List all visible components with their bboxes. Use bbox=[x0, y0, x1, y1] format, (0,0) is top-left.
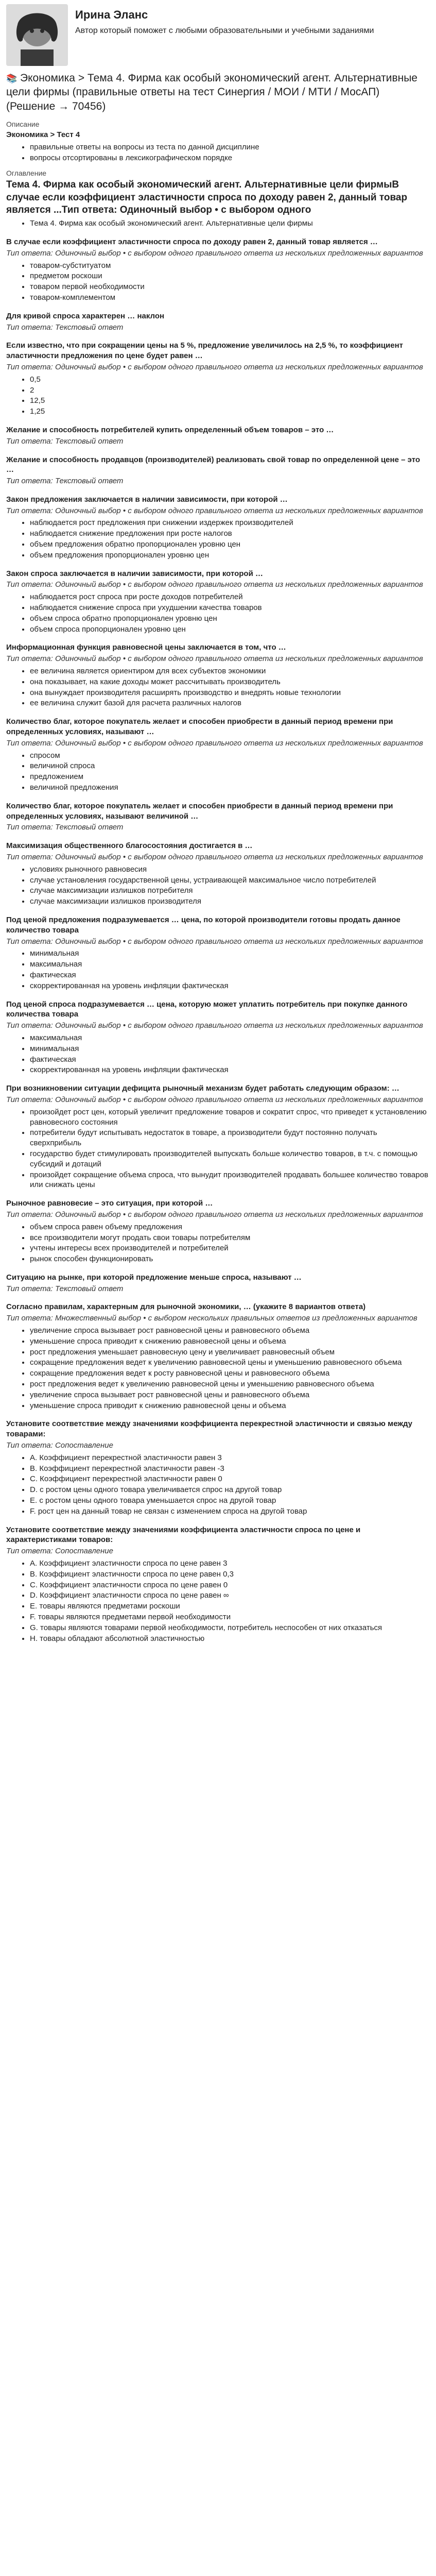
question-title: Желание и способность продавцов (производителей) реализовать свой товар по определенной цене – это … bbox=[6, 455, 421, 474]
answer-option: • предметом роскоши bbox=[30, 271, 430, 281]
answer-option: • случае максимизации излишков потребителя bbox=[30, 886, 430, 896]
question-block bbox=[6, 1419, 430, 1516]
answer-option: • спросом bbox=[30, 751, 430, 761]
avatar[interactable] bbox=[6, 4, 68, 66]
question-block bbox=[6, 425, 430, 447]
answer-option: • наблюдается рост предложения при снижении издержек производителей bbox=[30, 518, 430, 528]
answer-options bbox=[6, 518, 430, 560]
author-name[interactable]: Ирина Эланс bbox=[75, 8, 148, 21]
question-block bbox=[6, 841, 430, 907]
answer-options bbox=[6, 948, 430, 991]
answer-type: Тип ответа: Сопоставление bbox=[6, 1547, 113, 1556]
answer-option: • учтены интересы всех производителей и потребителей bbox=[30, 1243, 430, 1253]
answer-option: • условиях рыночного равновесия bbox=[30, 865, 430, 875]
toc-label: Оглавление bbox=[6, 168, 47, 177]
answer-type: Тип ответа: Текстовый ответ bbox=[6, 477, 124, 486]
question-title: Информационная функция равновесной цены заключается в том, что … bbox=[6, 643, 286, 652]
question-title: Установите соответствие между значениями коэффициента эластичности спроса по цене и характеристиками товаров: bbox=[6, 1525, 361, 1545]
description-heading: Экономика > Тест 4 bbox=[6, 130, 80, 140]
answer-option: • A. Коэффициент эластичности спроса по цене равен 3 bbox=[30, 1558, 430, 1569]
answer-type: Тип ответа: Одиночный выбор • с выбором одного правильного ответа из нескольких предложенных вариантов bbox=[6, 738, 423, 748]
question-block bbox=[6, 1525, 430, 1644]
answer-option: • 0,5 bbox=[30, 375, 430, 385]
answer-type: Тип ответа: Текстовый ответ bbox=[6, 323, 124, 332]
answer-option: • увеличение спроса вызывает рост равновесной цены и равновесного объема bbox=[30, 1326, 430, 1336]
answer-option: • потребители будут испытывать недостаток в товаре, а производители будут постоянно получать сверхприбыль bbox=[30, 1128, 430, 1148]
question-title: Установите соответствие между значениями коэффициента перекрестной эластичности и связью между товарами: bbox=[6, 1419, 413, 1439]
question-block bbox=[6, 1302, 430, 1411]
question-block bbox=[6, 495, 430, 561]
description-section bbox=[6, 120, 430, 163]
answer-type: Тип ответа: Множественный выбор • с выбором нескольких правильных ответов из предложенных вариантов bbox=[6, 1314, 417, 1323]
answer-options bbox=[6, 751, 430, 793]
page-title bbox=[6, 71, 430, 113]
answer-option: • фактическая bbox=[30, 970, 430, 980]
question-title: Закон спроса заключается в наличии зависимости, при которой … bbox=[6, 569, 263, 578]
answer-option: • объем спроса равен объему предложения bbox=[30, 1222, 430, 1232]
answer-option: • увеличение спроса вызывает рост равновесной цены и равновесного объема bbox=[30, 1390, 430, 1400]
questions-list bbox=[6, 237, 430, 1643]
answer-options bbox=[6, 1107, 430, 1190]
question-title: Под ценой спроса подразумевается … цена, которую может уплатить потребитель при покупке данного количества товара bbox=[6, 999, 408, 1019]
author-card bbox=[6, 4, 430, 66]
answer-options bbox=[6, 865, 430, 907]
answer-option: • D. с ростом цены одного товара увеличивается спрос на другой товар bbox=[30, 1485, 430, 1495]
answer-type: Тип ответа: Текстовый ответ bbox=[6, 823, 124, 832]
answer-type: Тип ответа: Одиночный выбор • с выбором одного правильного ответа из нескольких предложенных вариантов bbox=[6, 1210, 423, 1219]
answer-option: • произойдет рост цен, который увеличит предложение товаров и сократит спрос, что приведет к установлению равновесного состояния bbox=[30, 1107, 430, 1128]
answer-option: • объем предложения обратно пропорционален уровню цен bbox=[30, 539, 430, 550]
answer-option: • F. рост цен на данный товар не связан с изменением спроса на другой товар bbox=[30, 1506, 430, 1517]
answer-options bbox=[6, 1453, 430, 1517]
author-description: Автор который поможет с любыми образовательными и учебными заданиями bbox=[75, 26, 374, 36]
answer-options bbox=[6, 1558, 430, 1643]
answer-option: • уменьшение спроса приводит к снижению равновесной цены и объема bbox=[30, 1336, 430, 1347]
question-block bbox=[6, 999, 430, 1076]
toc-list bbox=[6, 218, 430, 229]
question-title: Желание и способность потребителей купить определенный объем товаров – это … bbox=[6, 425, 334, 434]
answer-option: • товаром первой необходимости bbox=[30, 282, 430, 292]
answer-option: • уменьшение спроса приводит к снижению равновесной цены и объема bbox=[30, 1401, 430, 1411]
question-title: Для кривой спроса характерен … наклон bbox=[6, 311, 165, 320]
answer-option: • произойдет сокращение объема спроса, что вынудит производителей продавать большее количество товаров или снижать цены bbox=[30, 1170, 430, 1191]
answer-option: • фактическая bbox=[30, 1055, 430, 1065]
answer-option: • она показывает, на какие доходы может рассчитывать производитель bbox=[30, 677, 430, 687]
answer-option: • G. товары являются товарами первой необходимости, потребитель неспособен от них отказаться bbox=[30, 1623, 430, 1633]
answer-option: • минимальная bbox=[30, 948, 430, 959]
answer-option: • B. Коэффициент эластичности спроса по цене равен 0,3 bbox=[30, 1569, 430, 1580]
answer-option: • рост предложения уменьшает равновесную цену и увеличивает равновесный объем bbox=[30, 1347, 430, 1358]
answer-type: Тип ответа: Одиночный выбор • с выбором одного правильного ответа из нескольких предложенных вариантов bbox=[6, 248, 423, 258]
answer-options bbox=[6, 1033, 430, 1075]
question-block bbox=[6, 311, 430, 333]
answer-option: • наблюдается снижение спроса при ухудшении качества товаров bbox=[30, 603, 430, 613]
answer-option: • E. товары являются предметами роскоши bbox=[30, 1601, 430, 1612]
answer-option: • товаром-комплементом bbox=[30, 293, 430, 303]
answer-option: • A. Коэффициент перекрестной эластичности равен 3 bbox=[30, 1453, 430, 1463]
answer-option: • сокращение предложения ведет к росту равновесной цены и равновесного объема bbox=[30, 1368, 430, 1379]
answer-option: • скорректированная на уровень инфляции фактическая bbox=[30, 1065, 430, 1075]
answer-option: • величиной спроса bbox=[30, 761, 430, 771]
question-block bbox=[6, 1198, 430, 1264]
list-item: • правильные ответы на вопросы из теста по данной дисциплине bbox=[30, 142, 430, 152]
question-block bbox=[6, 237, 430, 303]
answer-type: Тип ответа: Одиночный выбор • с выбором одного правильного ответа из нескольких предложенных вариантов bbox=[6, 580, 423, 589]
answer-option: • D. Коэффициент эластичности спроса по цене равен ∞ bbox=[30, 1590, 430, 1601]
answer-option: • наблюдается рост спроса при росте доходов потребителей bbox=[30, 592, 430, 602]
answer-option: • объем спроса пропорционален уровню цен bbox=[30, 624, 430, 635]
answer-type: Тип ответа: Одиночный выбор • с выбором одного правильного ответа из нескольких предложенных вариантов bbox=[6, 506, 423, 515]
answer-option: • все производители могут продать свои товары потребителям bbox=[30, 1233, 430, 1243]
answer-option: • товаром-субституатом bbox=[30, 261, 430, 271]
answer-option: • случае установления государственной цены, устраивающей максимальное число потребителей bbox=[30, 875, 430, 886]
answer-type: Тип ответа: Текстовый ответ bbox=[6, 436, 124, 446]
answer-option: • рост предложения ведет к увеличению равновесной цены и уменьшению равновесного объема bbox=[30, 1379, 430, 1389]
question-block bbox=[6, 1083, 430, 1190]
answer-option: • E. с ростом цены одного товара уменьшается спрос на другой товар bbox=[30, 1496, 430, 1506]
question-title: В случае если коэффициент эластичности спроса по доходу равен 2, данный товар является … bbox=[6, 237, 378, 246]
answer-options bbox=[6, 666, 430, 708]
question-title: При возникновении ситуации дефицита рыночный механизм будет работать следующим образом: … bbox=[6, 1084, 399, 1093]
answer-type: Тип ответа: Одиночный выбор • с выбором одного правильного ответа из нескольких предложенных вариантов bbox=[6, 362, 423, 371]
answer-options bbox=[6, 592, 430, 634]
question-block bbox=[6, 455, 430, 486]
answer-option: • 2 bbox=[30, 385, 430, 396]
answer-option: • скорректированная на уровень инфляции фактическая bbox=[30, 981, 430, 991]
answer-option: • рынок способен функционировать bbox=[30, 1254, 430, 1264]
question-block bbox=[6, 341, 430, 417]
avatar-image bbox=[6, 4, 68, 66]
question-block bbox=[6, 642, 430, 708]
answer-options bbox=[6, 1326, 430, 1411]
question-title: Количество благ, которое покупатель желает и способен приобрести в данный период времени при определенных условиях, называют … bbox=[6, 717, 393, 737]
answer-options bbox=[6, 1222, 430, 1264]
description-list bbox=[6, 142, 430, 163]
toc-heading: Тема 4. Фирма как особый экономический агент. Альтернативные цели фирмыВ случае если коэффициент эластичности спроса по доходу равен 2, данный товар является ...Тип ответа: Одиночный выбор • с выбором одного bbox=[6, 179, 408, 215]
question-block bbox=[6, 569, 430, 635]
author-info bbox=[75, 4, 374, 37]
description-label: Описание bbox=[6, 120, 40, 128]
question-title: Согласно правилам, характерным для рыночной экономики, … (укажите 8 вариантов ответа) bbox=[6, 1302, 366, 1312]
answer-option: • ее величина служит базой для расчета различных налогов bbox=[30, 698, 430, 708]
answer-option: • наблюдается снижение предложения при росте налогов bbox=[30, 529, 430, 539]
question-title: Ситуацию на рынке, при которой предложение меньше спроса, называют … bbox=[6, 1273, 302, 1282]
toc-item[interactable]: • Тема 4. Фирма как особый экономический агент. Альтернативные цели фирмы bbox=[30, 218, 430, 229]
answer-option: • случае максимизации излишков производителя bbox=[30, 896, 430, 907]
answer-option: • государство будет стимулировать производителей выпускать больше количество товаров, в т.ч. с помощью субсидий и дотаций bbox=[30, 1149, 430, 1170]
answer-option: • величиной предложения bbox=[30, 783, 430, 793]
book-icon: 📚 bbox=[6, 74, 18, 83]
answer-option: • 1,25 bbox=[30, 406, 430, 417]
answer-option: • F. товары являются предметами первой необходимости bbox=[30, 1612, 430, 1622]
answer-option: • C. Коэффициент перекрестной эластичности равен 0 bbox=[30, 1474, 430, 1484]
answer-type: Тип ответа: Одиночный выбор • с выбором одного правильного ответа из нескольких предложенных вариантов bbox=[6, 853, 423, 861]
answer-options bbox=[6, 375, 430, 417]
answer-option: • сокращение предложения ведет к увеличению равновесной цены и уменьшению равновесного объема bbox=[30, 1358, 430, 1368]
answer-type: Тип ответа: Одиночный выбор • с выбором одного правильного ответа из нескольких предложенных вариантов bbox=[6, 1095, 423, 1104]
list-item: • вопросы отсортированы в лексикографическом порядке bbox=[30, 153, 430, 163]
toc-section bbox=[6, 168, 430, 229]
question-title: Закон предложения заключается в наличии зависимости, при которой … bbox=[6, 495, 288, 504]
question-block bbox=[6, 717, 430, 793]
answer-type: Тип ответа: Одиночный выбор • с выбором одного правильного ответа из нескольких предложенных вариантов bbox=[6, 937, 423, 946]
answer-options bbox=[6, 261, 430, 303]
answer-option: • H. товары обладают абсолютной эластичностью bbox=[30, 1634, 430, 1644]
question-title: Рыночное равновесие – это ситуация, при которой … bbox=[6, 1199, 213, 1208]
question-title: Если известно, что при сокращении цены на 5 %, предложение увеличилось на 2,5 %, то коэффициент эластичности предложения по цене будет равен … bbox=[6, 341, 404, 361]
answer-option: • максимальная bbox=[30, 959, 430, 970]
question-block bbox=[6, 1273, 430, 1294]
answer-option: • объем предложения пропорционален уровню цен bbox=[30, 550, 430, 561]
answer-type: Тип ответа: Сопоставление bbox=[6, 1441, 113, 1450]
answer-type: Тип ответа: Одиночный выбор • с выбором одного правильного ответа из нескольких предложенных вариантов bbox=[6, 1021, 423, 1030]
answer-option: • C. Коэффициент эластичности спроса по цене равен 0 bbox=[30, 1580, 430, 1590]
answer-option: • минимальная bbox=[30, 1044, 430, 1054]
answer-option: • 12,5 bbox=[30, 396, 430, 406]
answer-option: • B. Коэффициент перекрестной эластичности равен -3 bbox=[30, 1464, 430, 1474]
answer-type: Тип ответа: Одиночный выбор • с выбором одного правильного ответа из нескольких предложенных вариантов bbox=[6, 654, 423, 664]
question-title: Максимизация общественного благосостояния достигается в … bbox=[6, 841, 253, 851]
answer-type: Тип ответа: Текстовый ответ bbox=[6, 1284, 124, 1293]
question-title: Под ценой предложения подразумевается … цена, по которой производители готовы продать данное количество товара bbox=[6, 915, 400, 935]
answer-option: • она вынуждает производителя расширять производство и внедрять новые технологии bbox=[30, 688, 430, 698]
question-block bbox=[6, 801, 430, 833]
question-block bbox=[6, 915, 430, 991]
answer-option: • предложением bbox=[30, 772, 430, 782]
page-title-text: Экономика > Тема 4. Фирма как особый экономический агент. Альтернативные цели фирмы (правильные ответы на тест Синергия / МОИ / МТИ / МосАП) (Решение → 70456) bbox=[6, 72, 417, 112]
answer-option: • объем спроса обратно пропорционален уровню цен bbox=[30, 614, 430, 624]
answer-option: • ее величина является ориентиром для всех субъектов экономики bbox=[30, 666, 430, 676]
answer-option: • максимальная bbox=[30, 1033, 430, 1043]
question-title: Количество благ, которое покупатель желает и способен приобрести в данный период времени при определенных условиях, называют величиной … bbox=[6, 801, 393, 821]
